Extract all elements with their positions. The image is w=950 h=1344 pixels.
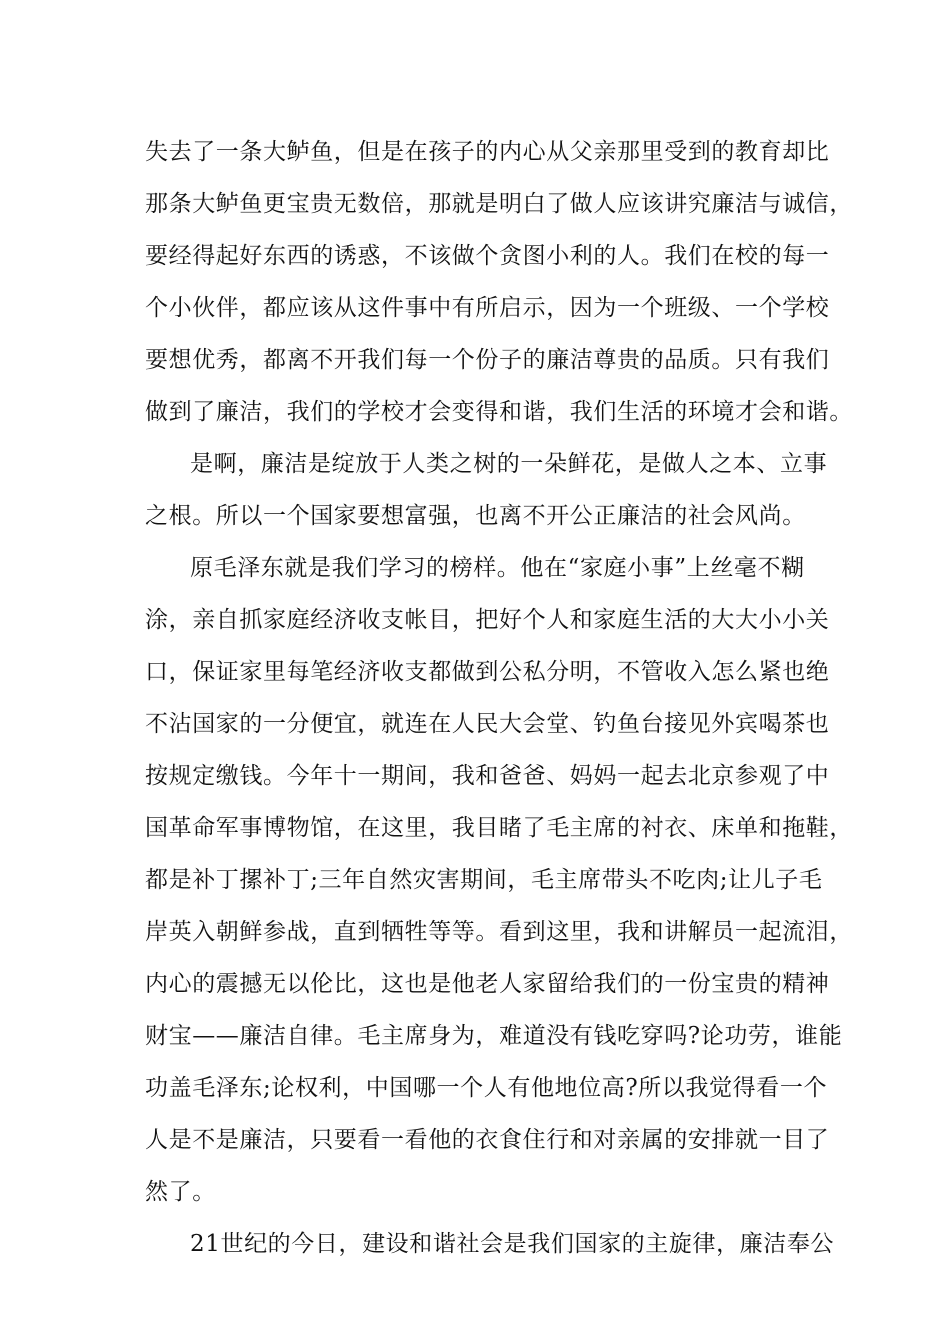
text-line: 个小伙伴，都应该从这件事中有所启示，因为一个班级、一个学校 bbox=[145, 295, 830, 321]
paragraph-first-line: 21世纪的今日，建设和谐社会是我们国家的主旋律，廉洁奉公 bbox=[190, 1231, 835, 1257]
text-line: 人是不是廉洁，只要看一看他的衣食住行和对亲属的安排就一目了 bbox=[145, 1127, 830, 1153]
text-line: 失去了一条大鲈鱼，但是在孩子的内心从父亲那里受到的教育却比 bbox=[145, 139, 830, 165]
text-line: 按规定缴钱。今年十一期间，我和爸爸、妈妈一起去北京参观了中 bbox=[145, 763, 830, 789]
text-line: 然了。 bbox=[145, 1179, 216, 1205]
text-line: 内心的震撼无以伦比，这也是他老人家留给我们的一份宝贵的精神 bbox=[145, 971, 830, 997]
text-line: 做到了廉洁，我们的学校才会变得和谐，我们生活的环境才会和谐。 bbox=[145, 399, 853, 425]
text-line: 口，保证家里每笔经济收支都做到公私分明，不管收入怎么紧也绝 bbox=[145, 659, 830, 685]
text-line: 之根。所以一个国家要想富强，也离不开公正廉洁的社会风尚。 bbox=[145, 503, 806, 529]
text-line: 国革命军事博物馆，在这里，我目睹了毛主席的衬衣、床单和拖鞋， bbox=[145, 815, 853, 841]
text-line: 要想优秀，都离不开我们每一个份子的廉洁尊贵的品质。只有我们 bbox=[145, 347, 830, 373]
text-line: 都是补丁摞补丁;三年自然灾害期间，毛主席带头不吃肉;让儿子毛 bbox=[145, 867, 823, 893]
text-line: 不沾国家的一分便宜，就连在人民大会堂、钓鱼台接见外宾喝茶也 bbox=[145, 711, 830, 737]
paragraph-first-line: 是啊，廉洁是绽放于人类之树的一朵鲜花，是做人之本、立事 bbox=[190, 451, 828, 477]
text-line: 涂，亲自抓家庭经济收支帐目，把好个人和家庭生活的大大小小关 bbox=[145, 607, 830, 633]
text-line: 那条大鲈鱼更宝贵无数倍，那就是明白了做人应该讲究廉洁与诚信， bbox=[145, 191, 853, 217]
text-line: 功盖毛泽东;论权利，中国哪一个人有他地位高?所以我觉得看一个 bbox=[145, 1075, 828, 1101]
paragraph-first-line: 原毛泽东就是我们学习的榜样。他在“家庭小事”上丝毫不糊 bbox=[190, 555, 805, 581]
text-line: 要经得起好东西的诱惑，不该做个贪图小利的人。我们在校的每一 bbox=[145, 243, 830, 269]
text-line: 岸英入朝鲜参战，直到牺牲等等。看到这里，我和讲解员一起流泪， bbox=[145, 919, 853, 945]
text-line: 财宝——廉洁自律。毛主席身为，难道没有钱吃穿吗?论功劳，谁能 bbox=[145, 1023, 843, 1049]
